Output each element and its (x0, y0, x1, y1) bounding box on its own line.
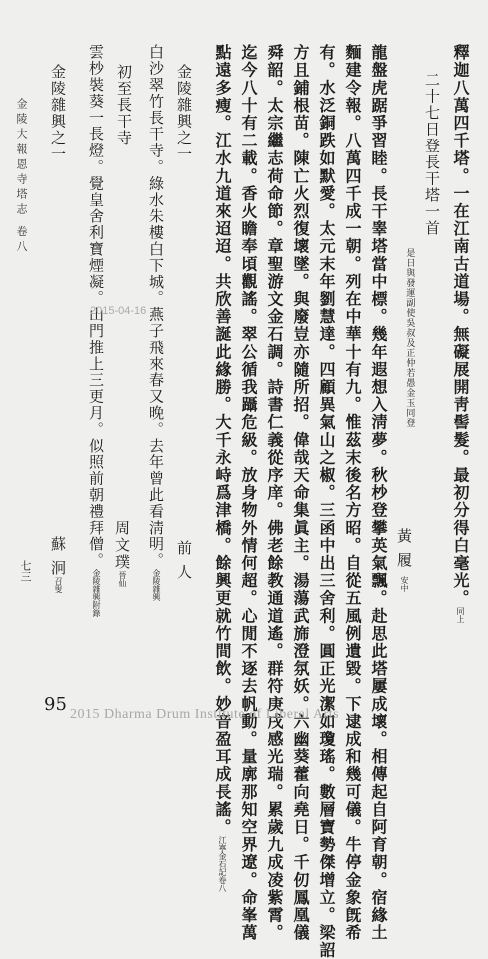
author-column (114, 520, 129, 587)
author-style-name: 晉仙 (118, 571, 127, 587)
poem-title: 二十七日登長干塔一首 (423, 72, 441, 236)
author-column (50, 536, 65, 593)
column-note: 金陵雜興附錄 (92, 568, 101, 617)
column-text: 舜韶。太宗繼志荷命節。章聖游文金石調。詩書仁義從序庠。佛老餘教通道遙。群符庚戌感光瑞。累歲九成凌紫霄。 (265, 44, 284, 942)
column-text: 釋迦八萬四千塔。一在江南古道場。無礙展開靑髻髮。最初分得白毫光。 (451, 44, 470, 608)
column-text: 雲杪裝葵一長燈。覺皇舍利寶煙凝。山門推上三更月。似照前朝禮拜僧。 (87, 44, 105, 569)
title-note-text: 是日與發運副使吳叔及正仲若愚金玉同登 (404, 248, 415, 428)
text-column-7 (292, 44, 308, 942)
text-column-2 (424, 72, 439, 236)
poem-title: 金陵雜興之一 (49, 64, 67, 163)
author-column (396, 528, 411, 592)
column-text: 方且鋪根苗。陳亡火烈復壞墜。與廢豈亦隨所招。偉哉天命集眞主。湯蕩武旆澄氛妖。六幽葵藿向堯日。千仞鳳凰儀 (291, 44, 310, 942)
poem-title: 初至長干寺 (115, 64, 133, 146)
text-column-5 (344, 44, 360, 942)
column-note: 同上 (456, 607, 465, 624)
margin-title-text: 金陵大報恩寺塔志 卷八 (15, 98, 28, 256)
column-text: 麵建令報。八萬四千成一朝。列在中華十有九。惟茲末後名方昭。自從五風例遺毀。下逮成和幾可儀。牛停金象旣希 (343, 44, 362, 942)
column-note: 江寧金石記卷八 (218, 836, 227, 892)
margin-book-title (16, 98, 27, 256)
author-name: 周文璞 (113, 520, 131, 571)
column-text: 迄今八十有二載。香火瞻奉頃觀謠。翠公循我躡危級。放身物外情何超。心閒不逐去帆動。量廓那知空界遼。命峯萬 (239, 44, 258, 942)
poem-title: 金陵雜興之一 (175, 64, 193, 163)
poem-title-column (176, 64, 191, 162)
copyright-watermark: 2015 Dharma Drum Institute of Liberal Arts (70, 707, 340, 722)
column-text: 白沙翠竹長干寺。綠水朱樓白下城。燕子飛來春又晚。去年曾此看淸明。 (147, 44, 165, 569)
text-column-4 (370, 44, 386, 942)
author-name: 前 人 (175, 540, 193, 581)
date-watermark: 2015-04-16 (90, 305, 147, 317)
folio-number: 七三 (19, 560, 32, 582)
poem-title-column (50, 64, 65, 162)
text-column-12 (148, 44, 163, 601)
column-text: 龍盤虎踞爭習睦。長干睾塔當中標。幾年遐想入淸夢。秋杪登攀英氣飄。赴思此塔屢成壞。相傳起自阿育朝。宿緣土 (369, 44, 388, 942)
author-name: 黃 履 (395, 528, 413, 569)
author-column (176, 540, 191, 581)
column-note: 金陵雜興 (152, 568, 161, 601)
text-column-10 (214, 44, 230, 892)
column-text: 有。水泛銅跌如默愛。太元末年劉慧達。四顧異氣山之椒。三函中出三舍利。圓正光潔如瓊瑤。數層寶勢傑增立。梁詔 (317, 44, 336, 959)
title-note (404, 248, 414, 428)
column-text: 點遠多瘦。江水九道來迢迢。共欣善誕此緣勝。大千永峙爲津橋。餘興更就竹間飲。妙音盈耳成長謠。 (213, 44, 232, 836)
author-name: 蘇 泂 (49, 536, 67, 577)
text-column-1 (452, 44, 468, 623)
text-column-8 (266, 44, 282, 942)
author-style-name: 安中 (400, 575, 409, 592)
text-column-14 (88, 44, 103, 617)
text-column-6 (318, 44, 334, 959)
text-column-9 (240, 44, 256, 942)
page-number: 95 (44, 694, 67, 715)
author-style-name: 召叟 (54, 576, 63, 593)
poem-title-column (116, 64, 131, 146)
